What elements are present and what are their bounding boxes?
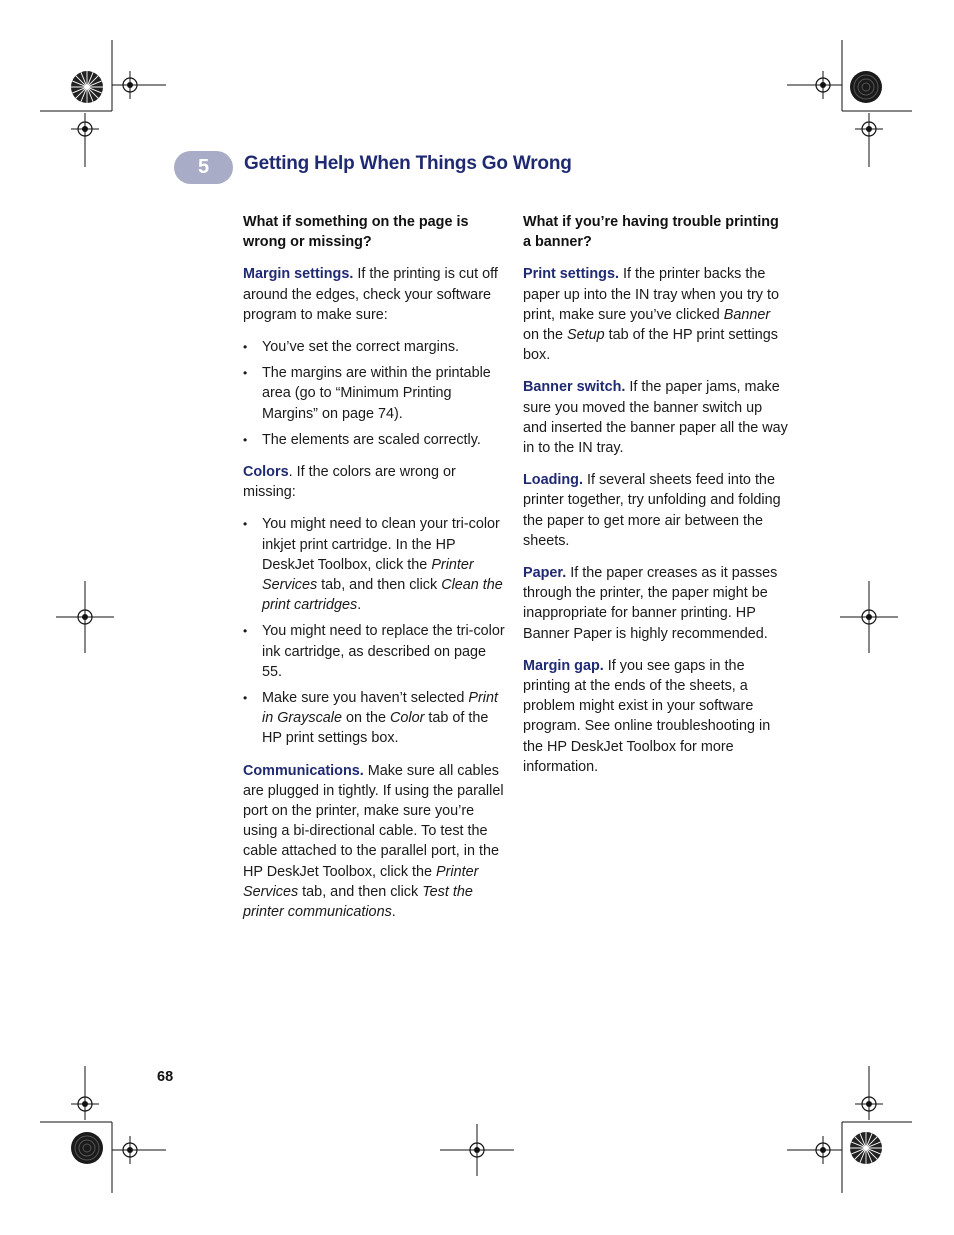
bullet-icon: • — [243, 432, 248, 447]
bullet-text: . — [357, 597, 362, 614]
paragraph-text: Make sure all cables are plugged in tightly. If using the parallel port on the printer, make sure you’re using a bi-directional cable. To test the cable attached to the parallel port, in the HP DeskJet Toolbox, click the — [243, 762, 504, 880]
paragraph-text: If the paper jams, make sure you moved the banner switch up and inserted the banner paper all the way in to the IN tray. — [523, 379, 788, 457]
color-bullet-list — [243, 514, 509, 748]
left-column — [243, 212, 509, 934]
margin-settings-term: Margin settings. — [243, 266, 354, 283]
colors-text: . If the colors are wrong or missing: — [243, 464, 456, 501]
margin-gap-term: Margin gap. — [523, 657, 604, 674]
margin-gap-paragraph — [523, 656, 789, 777]
colors-paragraph — [243, 462, 509, 502]
paper-paragraph — [523, 563, 789, 644]
paragraph-text: If the printer backs the paper up into the IN tray when you try to print, make sure you’ve clicked — [523, 266, 779, 323]
list-item — [243, 688, 509, 749]
loading-term: Loading. — [523, 472, 583, 489]
chapter-title: Getting Help When Things Go Wrong — [244, 153, 572, 174]
paragraph-text: If you see gaps in the printing at the ends of the sheets, a problem might exist in your software program. See online troubleshooting in the HP DeskJet Toolbox for more information. — [523, 657, 771, 775]
paragraph-text: tab, and then click — [298, 883, 423, 900]
list-item — [243, 621, 509, 682]
bullet-icon: • — [243, 366, 248, 381]
print-settings-paragraph — [523, 264, 789, 365]
right-column — [523, 212, 789, 789]
bullet-text: You’ve set the correct margins. — [262, 339, 460, 356]
bullet-text: tab of the HP print settings box. — [262, 710, 489, 747]
bullet-text: Make sure you haven’t selected — [262, 690, 469, 707]
ui-reference: Test the printer communications — [243, 883, 473, 921]
section-heading-missing: What if something on the page is wrong or missing? — [243, 214, 469, 251]
banner-switch-term: Banner switch. — [523, 379, 626, 396]
communications-paragraph — [243, 761, 509, 923]
loading-paragraph — [523, 470, 789, 551]
paragraph-text: . — [391, 904, 396, 921]
ui-reference: Color — [390, 710, 425, 727]
margin-settings-paragraph — [243, 264, 509, 325]
page-number: 68 — [157, 1069, 174, 1085]
list-item — [243, 514, 509, 615]
ui-reference: Setup — [567, 327, 605, 344]
ui-reference: Printer Services — [262, 556, 474, 594]
list-item — [243, 430, 509, 450]
chapter-number: 5 — [197, 156, 210, 178]
paragraph-text: If the paper creases as it passes through the printer, the paper might be inappropriate for banner printing. HP Banner Paper is highly recommended. — [523, 565, 778, 642]
ui-reference: Print in Grayscale — [262, 690, 498, 727]
paragraph-text: tab of the HP print settings box. — [523, 327, 778, 364]
bullet-text: The margins are within the printable area (go to “Minimum Printing Margins” on page 74). — [262, 365, 491, 422]
list-item — [243, 337, 509, 357]
colors-term: Colors — [243, 464, 289, 481]
paragraph-text: If several sheets feed into the printer together, try unfolding and folding the paper to get more air between the sheets. — [523, 472, 781, 549]
paragraph-text: on the — [523, 327, 568, 344]
bullet-text: You might need to clean your tri-color inkjet print cartridge. In the HP DeskJet Toolbox, click the — [262, 516, 500, 573]
banner-switch-paragraph — [523, 377, 789, 458]
ui-reference: Clean the print cartridges — [262, 577, 503, 614]
bullet-icon: • — [243, 340, 248, 355]
bullet-icon: • — [243, 517, 248, 532]
bullet-text: You might need to replace the tri-color ink cartridge, as described on page 55. — [262, 623, 505, 680]
print-settings-term: Print settings. — [523, 266, 619, 283]
paper-term: Paper. — [523, 565, 567, 582]
ui-reference: Banner — [723, 306, 771, 323]
bullet-icon: • — [243, 691, 248, 706]
margin-bullet-list — [243, 337, 509, 450]
bullet-text: on the — [341, 710, 390, 727]
communications-term: Communications. — [243, 762, 364, 779]
list-item — [243, 363, 509, 424]
bullet-icon: • — [243, 624, 248, 639]
bullet-text: tab, and then click — [317, 577, 442, 594]
bullet-text: The elements are scaled correctly. — [262, 431, 481, 448]
section-heading-banner: What if you’re having trouble printing a banner? — [523, 214, 779, 251]
margin-settings-text: If the printing is cut off around the edges, check your software program to make sure: — [243, 266, 498, 323]
ui-reference: Printer Services — [243, 863, 479, 900]
